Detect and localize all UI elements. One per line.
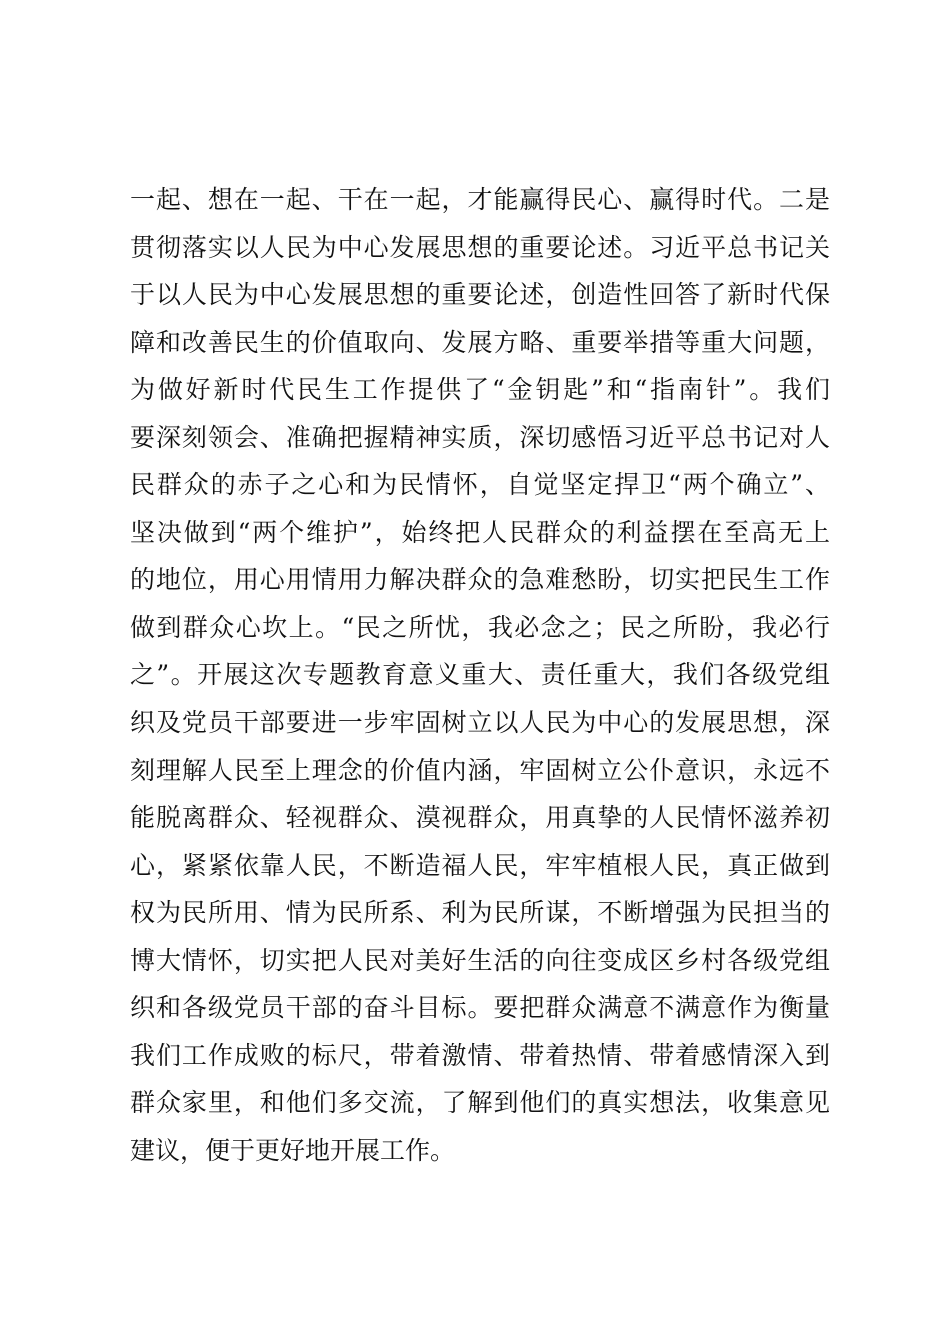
text-line: 的地位，用心用情用力解决群众的急难愁盼，切实把民生工作 [130,565,830,595]
text-line: 为做好新时代民生工作提供了“金钥匙”和“指南针”。我们 [130,375,830,405]
text-line: 权为民所用、情为民所系、利为民所谋，不断增强为民担当的 [130,898,830,928]
text-line: 心，紧紧依靠人民，不断造福人民，牢牢植根人民，真正做到 [130,850,830,880]
text-line: 能脱离群众、轻视群众、漠视群众，用真挚的人民情怀滋养初 [130,803,830,833]
body-paragraph [130,176,830,1174]
text-line: 刻理解人民至上理念的价值内涵，牢固树立公仆意识，永远不 [130,755,830,785]
text-line: 织及党员干部要进一步牢固树立以人民为中心的发展思想，深 [130,708,830,738]
text-line: 障和改善民生的价值取向、发展方略、重要举措等重大问题， [130,327,830,357]
text-line: 我们工作成败的标尺，带着激情、带着热情、带着感情深入到 [130,1040,830,1070]
text-line: 做到群众心坎上。“民之所忧，我必念之；民之所盼，我必行 [130,612,830,642]
text-line: 于以人民为中心发展思想的重要论述，创造性回答了新时代保 [130,280,830,310]
text-line: 一起、想在一起、干在一起，才能赢得民心、赢得时代。二是 [130,185,830,214]
text-line: 博大情怀，切实把人民对美好生活的向往变成区乡村各级党组 [130,945,830,975]
text-line-last: 建议，便于更好地开展工作。 [130,1135,456,1165]
text-line: 要深刻领会、准确把握精神实质，深切感悟习近平总书记对人 [130,422,830,452]
text-line: 之”。开展这次专题教育意义重大、责任重大，我们各级党组 [130,660,830,690]
text-line: 织和各级党员干部的奋斗目标。要把群众满意不满意作为衡量 [130,993,830,1023]
text-line: 坚决做到“两个维护”，始终把人民群众的利益摆在至高无上 [130,517,830,547]
text-line: 民群众的赤子之心和为民情怀，自觉坚定捍卫“两个确立”、 [130,470,830,500]
text-line: 贯彻落实以人民为中心发展思想的重要论述。习近平总书记关 [130,232,830,262]
text-line: 群众家里，和他们多交流，了解到他们的真实想法，收集意见 [130,1088,830,1118]
